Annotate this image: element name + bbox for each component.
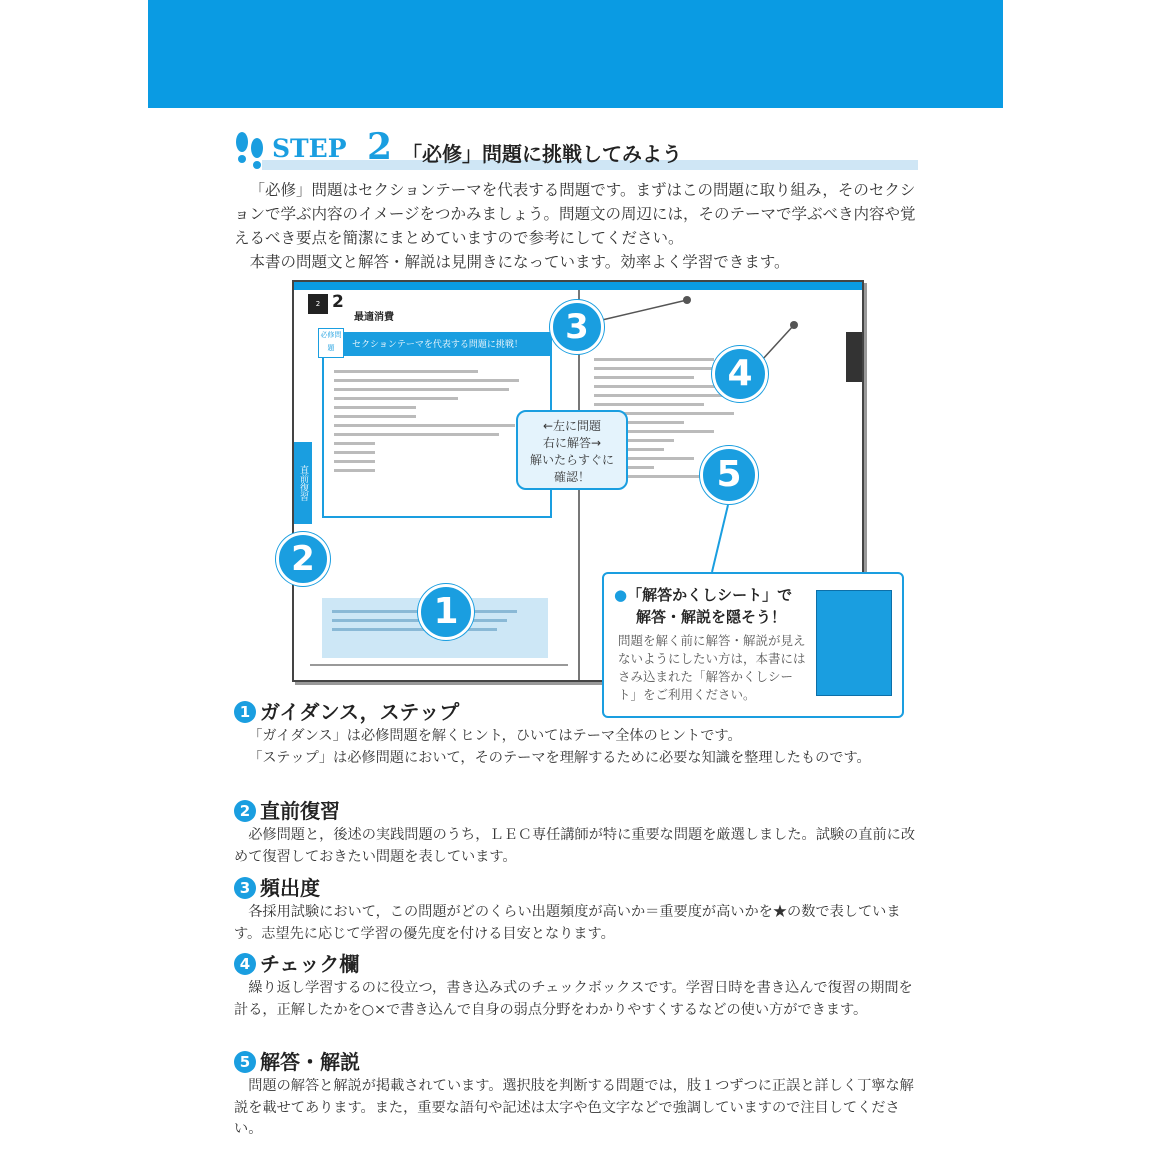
section-checkbox bbox=[234, 950, 918, 1021]
section-frequency bbox=[234, 874, 918, 945]
footprints-icon bbox=[232, 128, 268, 170]
callout-2: 2 bbox=[276, 532, 330, 586]
book-illustration bbox=[292, 280, 902, 715]
callout-5: 5 bbox=[700, 446, 758, 504]
answer-sheet-image bbox=[816, 590, 892, 696]
section-heading: 5 解答・解説 bbox=[234, 1048, 918, 1076]
tip-bubble: ←左に問題 右に解答→ 解いたらすぐに 確認！ bbox=[516, 410, 628, 490]
intro-paragraph: 「必修」問題はセクションテーマを代表する問題です。まずはこの問題に取り組み，そのセクションで学ぶ内容のイメージをつかみましょう。問題文の周辺には，そのテーマで学ぶべき内容や覚えるべき要点を簡潔にまとめていますので参考にしてください。 bbox=[234, 181, 916, 247]
section-paragraph: 「ステップ」は必修問題において，そのテーマを理解するために必要な知識を整理したものです。 bbox=[248, 749, 871, 766]
section-guidance bbox=[234, 698, 918, 769]
top-banner bbox=[148, 0, 1003, 108]
chapter-number: 2 bbox=[332, 292, 344, 312]
side-tab: 直前復習 bbox=[294, 442, 312, 524]
section-paragraph: 問題の解答と解説が掲載されています。選択肢を判断する問題では，肢１つずつに正誤と詳しく丁寧な解説を載せてあります。また，重要な語句や記述は太字や色文字などで強調していますので注目してください。 bbox=[234, 1078, 914, 1137]
section-tab: 2 bbox=[308, 294, 328, 314]
section-paragraph: 必修問題と，後述の実践問題のうち，ＬＥＣ専任講師が特に重要な問題を厳選しました。試験の直前に改めて復習しておきたい問題を表しています。 bbox=[234, 827, 916, 865]
step-title: 「必修」問題に挑戦してみよう bbox=[402, 142, 682, 166]
hint-title: ●「解答かくしシート」で 解答・解説を隠そう！ bbox=[614, 586, 793, 626]
section-paragraph: 繰り返し学習するのに役立つ，書き込み式のチェックボックスです。学習日時を書き込んで復習の期間を計る，正解したかを○×で書き込んで自身の弱点分野をわかりやすくするなどの使い方ができます。 bbox=[234, 980, 913, 1018]
section-review bbox=[234, 797, 918, 868]
section-paragraph: 各採用試験において，この問題がどのくらい出題頻度が高いか＝重要度が高いかを★の数で表しています。志望先に応じて学習の優先度を付ける目安となります。 bbox=[234, 904, 901, 942]
step-heading bbox=[232, 128, 918, 172]
section-paragraph: 「ガイダンス」は必修問題を解くヒント，ひいてはテーマ全体のヒントです。 bbox=[248, 728, 742, 744]
callout-1: 1 bbox=[418, 584, 474, 640]
callout-3: 3 bbox=[550, 300, 604, 354]
section-answer bbox=[234, 1048, 918, 1141]
chapter-title: 最適消費 bbox=[354, 312, 394, 323]
intro-text bbox=[234, 178, 918, 274]
section-heading: 3 頻出度 bbox=[234, 874, 918, 902]
answer-sheet-hint bbox=[602, 572, 904, 718]
step-number: 2 bbox=[367, 126, 393, 168]
section-heading: 4 チェック欄 bbox=[234, 950, 918, 978]
step-word: STEP bbox=[272, 134, 347, 163]
section-heading: 2 直前復習 bbox=[234, 797, 918, 825]
hint-body: 問題を解く前に解答・解説が見えないようにしたい方は，本書にはさみ込まれた「解答かくしシート」をご利用ください。 bbox=[618, 633, 806, 702]
hissyu-badge: 必修問題 bbox=[318, 328, 344, 358]
section-heading: 1 ガイダンス，ステップ bbox=[234, 698, 918, 726]
callout-4: 4 bbox=[712, 346, 768, 402]
intro-paragraph: 本書の問題文と解答・解説は見開きになっています。効率よく学習できます。 bbox=[249, 253, 790, 271]
question-header: セクションテーマを代表する問題に挑戦！ bbox=[324, 334, 550, 356]
